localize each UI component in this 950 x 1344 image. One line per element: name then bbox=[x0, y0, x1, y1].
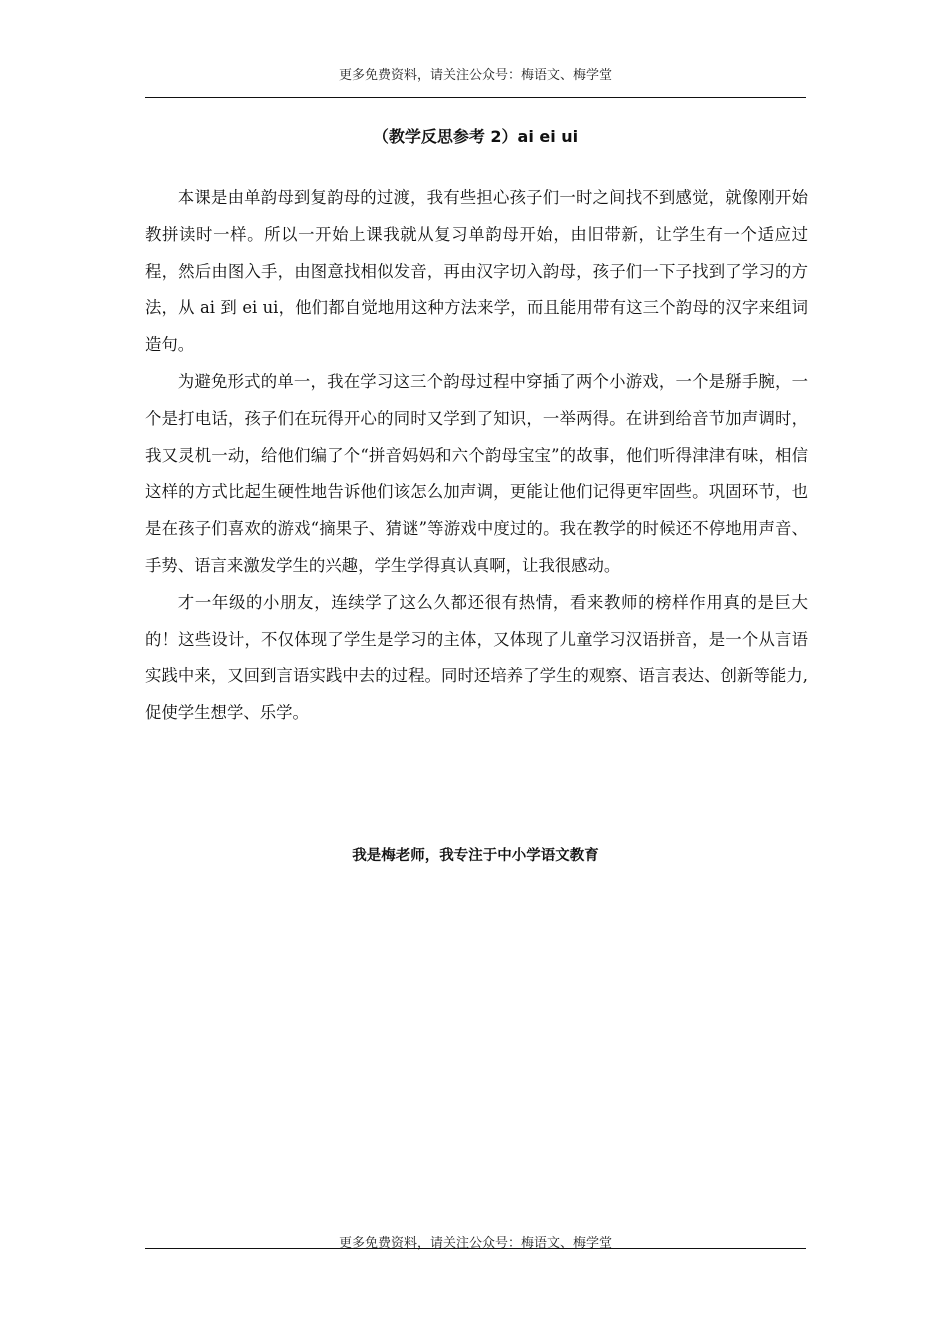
page-footer: 更多免费资料，请关注公众号：梅语文、梅学堂 bbox=[338, 1236, 612, 1251]
body-paragraph-1: 本课是由单韵母到复韵母的过渡，我有些担心孩子们一时之间找不到感觉，就像刚开始教拼读时一样。所以一开始上课我就从复习单韵母开始，由旧带新，让学生有一个适应过程，然后由图入手，由图意找相似发音，再由汉字切入韵母，孩子们一下子找到了学习的方法，从 ai 到 ei ui，他们都自觉地用这种方法来学，而且能用带有这三个韵母的汉字来组词造句。 bbox=[145, 188, 808, 355]
document-title: （教学反思参考 2）ai ei ui bbox=[372, 127, 579, 146]
document-body bbox=[145, 180, 808, 732]
page-header: 更多免费资料，请关注公众号：梅语文、梅学堂 bbox=[338, 68, 612, 83]
body-paragraph-2: 为避免形式的单一，我在学习这三个韵母过程中穿插了两个小游戏，一个是掰手腕，一个是打电话，孩子们在玩得开心的同时又学到了知识，一举两得。在讲到给音节加声调时，我又灵机一动，给他们编了个“拼音妈妈和六个韵母宝宝”的故事，他们听得津津有味，相信这样的方式比起生硬性地告诉他们该怎么加声调，更能让他们记得更牢固些。巩固环节，也是在孩子们喜欢的游戏“摘果子、猜谜”等游戏中度过的。我在教学的时候还不停地用声音、手势、语言来激发学生的兴趣，学生学得真认真啊，让我很感动。 bbox=[145, 371, 808, 575]
closing-statement: 我是梅老师，我专注于中小学语文教育 bbox=[352, 848, 599, 864]
footer-divider bbox=[145, 1248, 806, 1249]
body-paragraph-3: 才一年级的小朋友，连续学了这么久都还很有热情，看来教师的榜样作用真的是巨大的！这些设计，不仅体现了学生是学习的主体，又体现了儿童学习汉语拼音，是一个从言语实践中来，又回到言语实践中去的过程。同时还培养了学生的观察、语言表达、创新等能力,促使学生想学、乐学。 bbox=[145, 592, 808, 723]
header-divider bbox=[145, 97, 806, 98]
